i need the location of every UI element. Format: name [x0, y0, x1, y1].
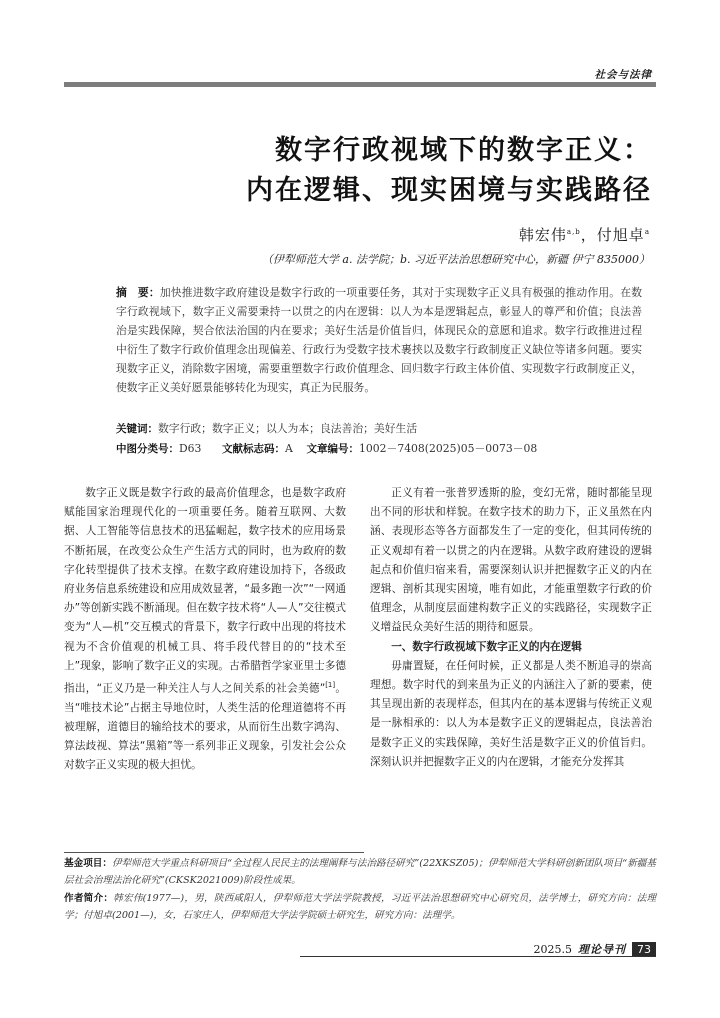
author-name-2: 付旭卓 — [596, 226, 645, 244]
author-affil-mark-1: a,b — [566, 228, 581, 236]
doc-code-label: 文献标志码： — [222, 443, 285, 455]
abstract-text: 加快推进数字政府建设是数字行政的一项重要任务，其对于实现数字正义具有极强的推动作用。在数字行政视域下，数字正义需要秉持一以贯之的内在逻辑：以人为本是逻辑起点，彰显人的尊严和价值；良法善治是实践保障，契合依法治国的内在要求；美好生活是价值旨归，体现民众的意愿和追求。数字行政推进过程中衍生了数字行政价值理念出现偏差、行政行为受数字技术裹挟以及数字行政制度正义缺位等诸多问题。要实现数字正义，消除数字困境，需要重塑数字行政价值理念、回归数字行政主体价值、实现数字行政制度正义，使数字正义美好愿景能够转化为现实，真正为民服务。 — [116, 286, 643, 394]
affiliation: （伊犁师范大学 a. 法学院；b. 习近平法治思想研究中心，新疆 伊宁 835000） — [261, 253, 650, 266]
funding-note — [64, 856, 656, 889]
body-paragraph — [64, 484, 346, 776]
classification-line — [116, 441, 537, 456]
clc-value: D63 — [179, 442, 202, 455]
clc-label: 中图分类号： — [116, 443, 179, 455]
keywords — [116, 421, 417, 436]
article-number-label: 文章编号： — [306, 443, 360, 455]
author-affil-mark-2: a — [644, 228, 650, 236]
author-name-1: 韩宏伟 — [518, 226, 567, 244]
author-bio-note — [64, 891, 656, 924]
keywords-text: 数字行政；数字正义；以人为本；良法善治；美好生活 — [158, 422, 418, 435]
author-bio-label: 作者简介： — [64, 893, 114, 904]
article-number-value: 1002－7408(2025)05－0073－08 — [359, 442, 538, 455]
title-line-2: 内在逻辑、现实困境与实践路径 — [246, 175, 652, 206]
footnote-rule — [64, 852, 364, 853]
running-header-section: 社会与法律 — [594, 69, 652, 81]
footer-rule — [300, 956, 656, 957]
body-column-right — [370, 484, 652, 772]
body-paragraph: 毋庸置疑，在任何时候，正义都是人类不断追寻的崇高理想。数字时代的到来虽为正义的内涵注入了新的要素，使其呈现出新的表现样态，但其内在的基本逻辑与传统正义观是一脉相承的：以人为本是数字正义的逻辑起点，良法善治是数字正义的实践保障，美好生活是数字正义的价值旨归。深刻认识并把握数字正义的内在逻辑，才能充分发挥其 — [370, 659, 652, 768]
body-text: 数字正义既是数字行政的最高价值理念，也是数字政府赋能国家治理现代化的一项重要任务。随着互联网、大数据、人工智能等信息技术的迅猛崛起，数字技术的应用场景不断拓展，在改变公众生产生活方式的同时，也为政府的数字化转型提供了技术支撑。在数字政府建设加持下，各级政府业务信息系统建设和应用成效显著，“最多跑一次”“一网通办”等创新实践不断涌现。但在数字技术将“人—人”交往模式变为“人—机”交互模式的背景下，数字行政中出现的将技术视为不含价值观的机械工具、将手段代替目的的“技术至上”现象，影响了数字正义的实现。古希腊哲学家亚里士多德指出，“正义乃是一种关注人与人之间关系的社会美德” — [64, 487, 346, 695]
abstract-label: 摘 要： — [116, 286, 160, 299]
body-text: 。当“唯技术论”占据主导地位时，人类生活的伦理道德将不再被理解，道德目的输给技术的要求，从而衍生出数字鸿沟、算法歧视、算法“黑箱”等一系列非正义现象，引发社会公众对数字正义实现的极大担忧。 — [64, 682, 346, 772]
title-line-1: 数字行政视域下的数字正义： — [275, 135, 652, 166]
author-separator: ， — [580, 226, 597, 244]
citation-1[interactable]: [1] — [325, 681, 336, 690]
section-heading: 一、数字行政视域下数字正义的内在逻辑 — [391, 640, 582, 653]
author-bio-text: 韩宏伟(1977—)，男，陕西咸阳人，伊犁师范大学法学院教授，习近平法治思想研究中心研究员，法学博士，研究方向：法理学；付旭卓(2001—)，女，石家庄人，伊犁师范大学法学院硕士研究生，研究方向：法理学。 — [64, 893, 656, 921]
abstract — [116, 283, 642, 397]
header-rule — [64, 82, 656, 87]
page-number: 73 — [632, 942, 656, 957]
body-column-left — [64, 484, 346, 776]
doc-code-value: A — [285, 442, 293, 455]
funding-label: 基金项目： — [64, 858, 112, 869]
funding-text: 伊犁师范大学重点科研项目“全过程人民民主的法理阐释与法治路径研究”(22XKSZ05)；伊犁师范大学科研创新团队项目“新疆基层社会治理法治化研究”(CKSK2021009)阶段性成果。 — [64, 858, 656, 886]
journal-name: 理论导刊 — [578, 943, 626, 956]
body-paragraph: 正义有着一张普罗透斯的脸，变幻无常，随时都能呈现出不同的形状和样貌。在数字技术的助力下，正义虽然在内涵、表现形态等各方面都发生了一定的变化，但其同传统的正义观却有着一以贯之的内在逻辑。从数字政府建设的逻辑起点和价值归宿来看，需要深刻认识并把握数字正义的内在逻辑、剖析其现实困境，唯有如此，才能重塑数字行政的价值理念，从制度层面建构数字正义的实践路径，实现数字正义增益民众美好生活的期待和愿景。 — [370, 487, 652, 634]
author-line — [519, 224, 650, 245]
page-footer — [534, 941, 657, 957]
issue-date: 2025.5 — [533, 942, 572, 956]
keywords-label: 关键词： — [116, 423, 158, 435]
